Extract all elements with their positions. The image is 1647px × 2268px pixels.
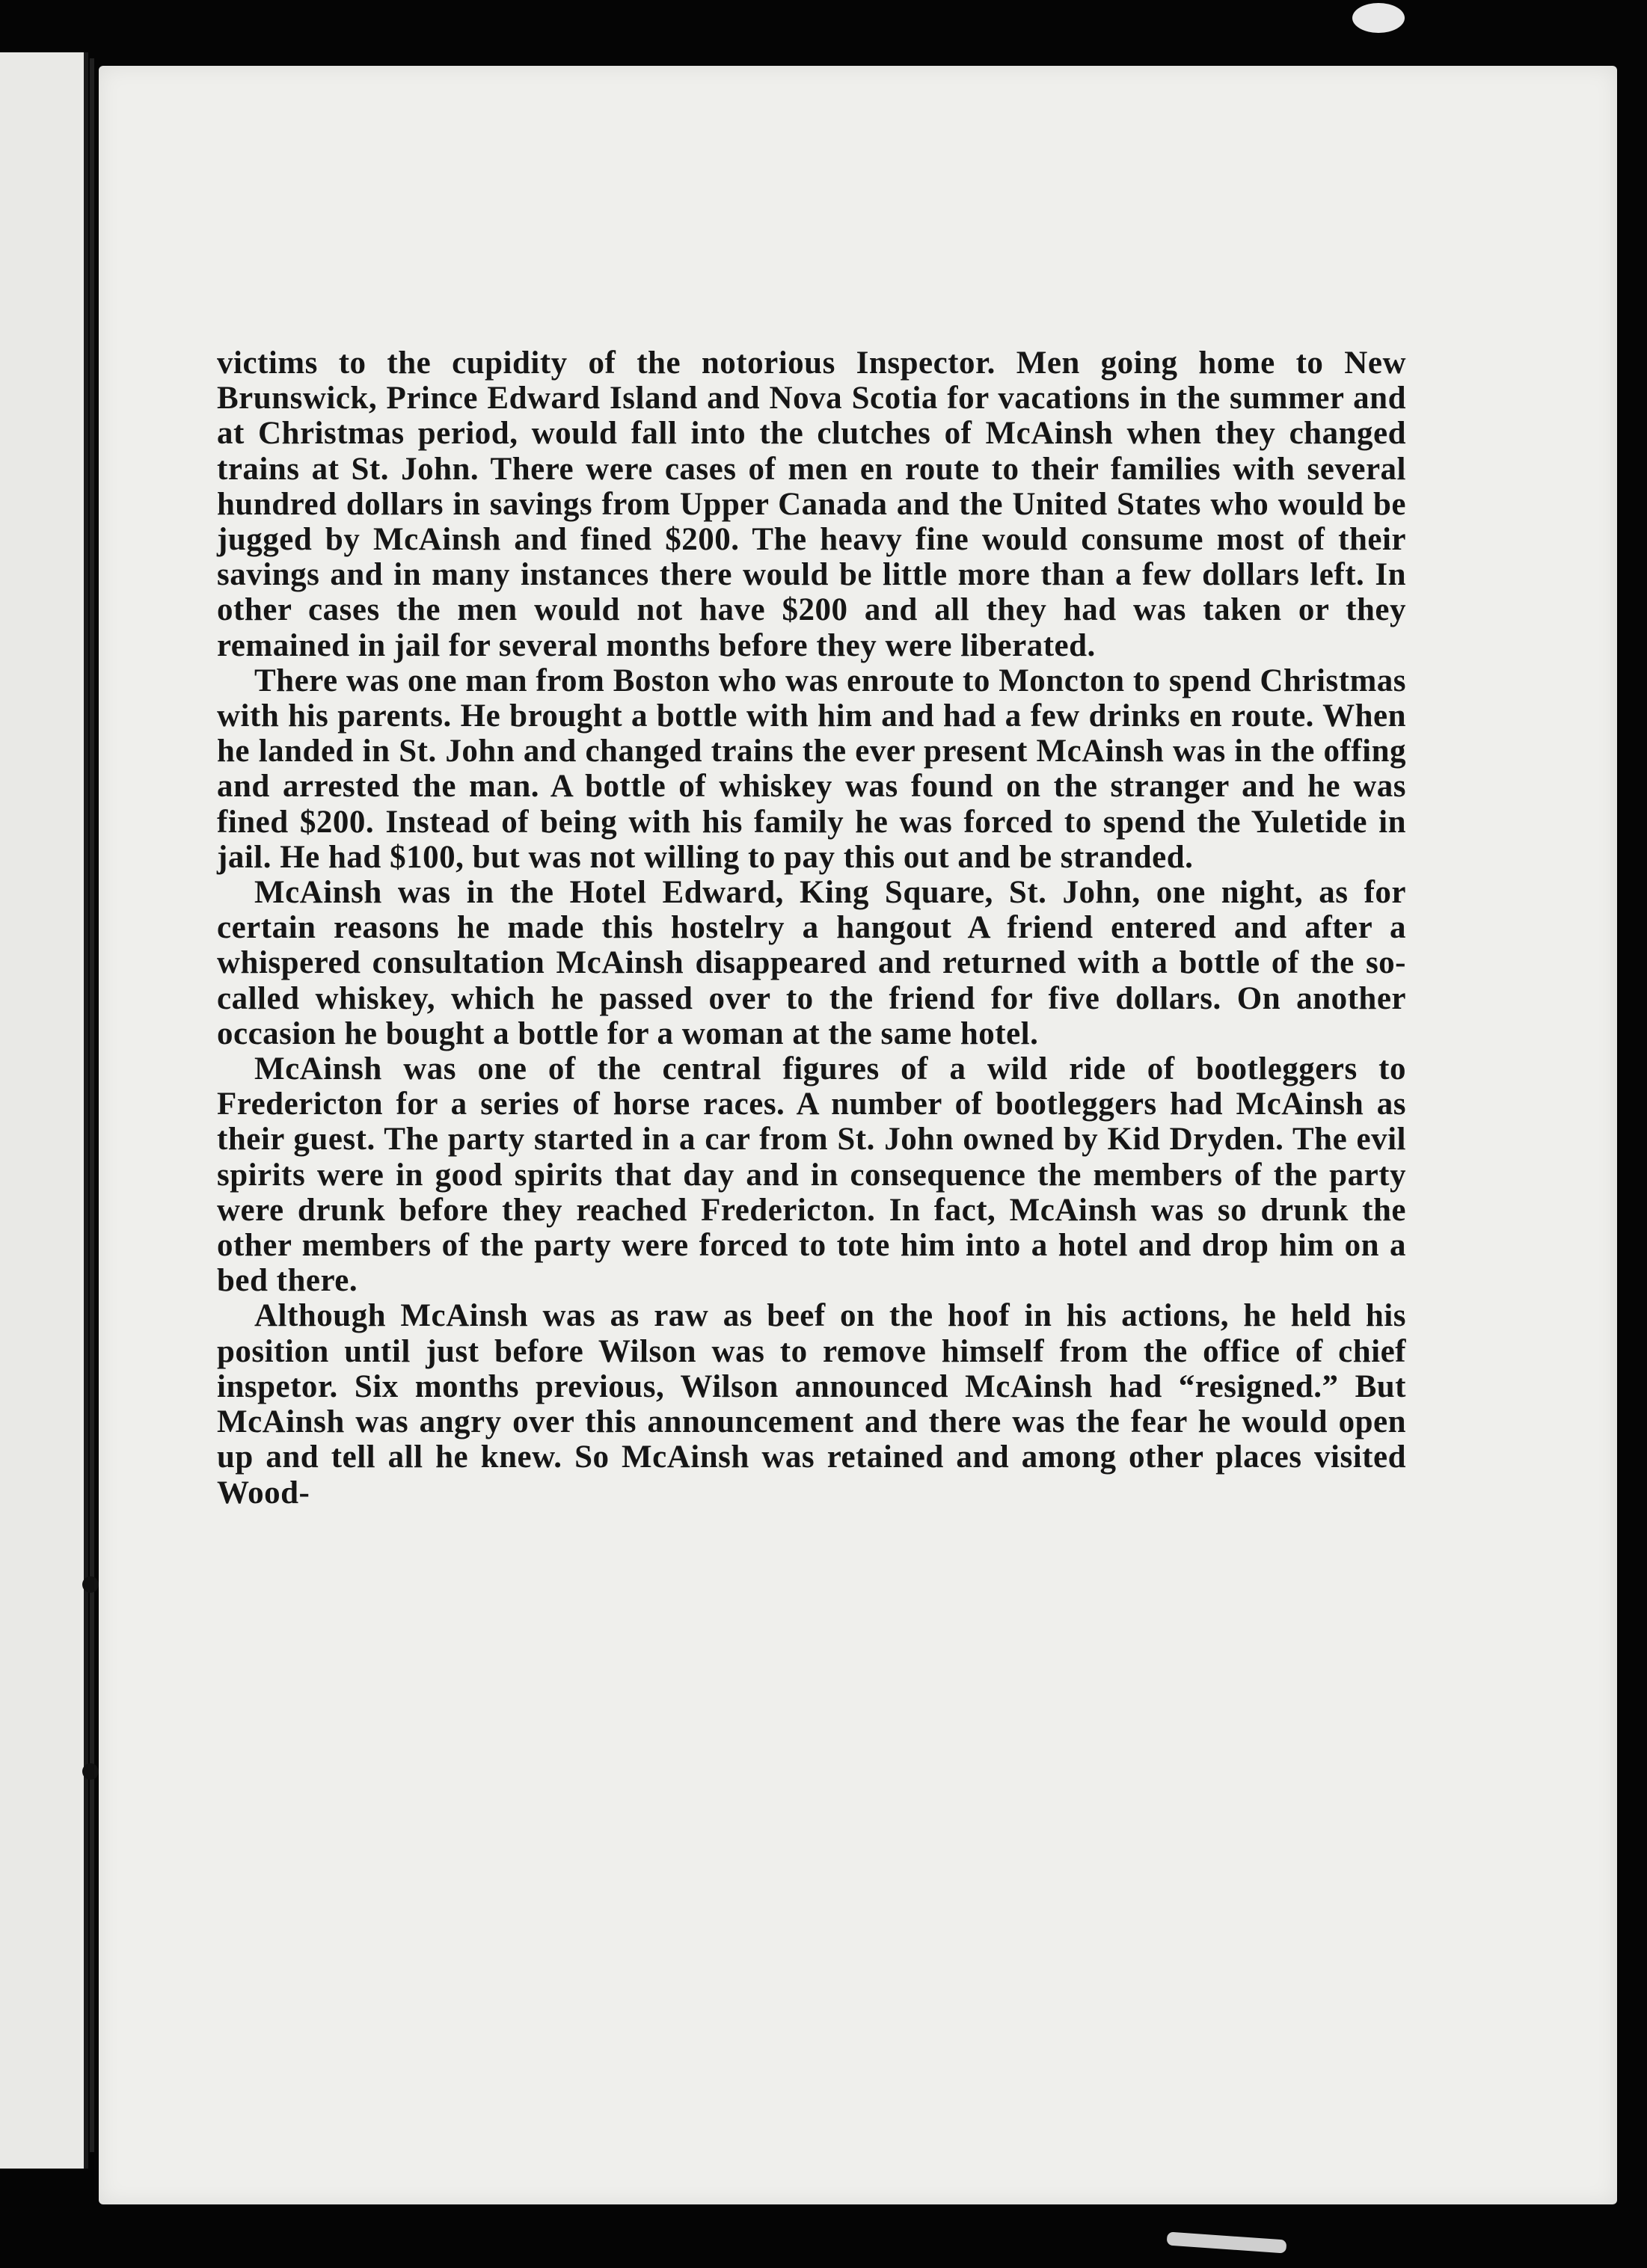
binding-staple-top (82, 1576, 99, 1593)
paragraph-2: There was one man from Boston who was enroute to Moncton to spend Christmas with his parents. He brought a bottle with him and had a few drinks en route. When he landed in St. John and changed trains the ever present McAinsh was in the offing and arrested the man. A bottle of whiskey was found on the stranger and he was fined $200. Instead of being with his family he was forced to spend the Yuletide in jail. He had $100, but was not willing to pay this out and be stranded. (217, 663, 1406, 875)
paragraph-4: McAinsh was one of the central figures of a wild ride of bootleggers to Fredericton for a series of horse races. A number of bootleggers had McAinsh as their guest. The party started in a car from St. John owned by Kid Dryden. The evil spirits were in good spirits that day and in consequence the members of the party were drunk before they reached Fredericton. In fact, McAinsh was so drunk the other members of the party were forced to tote him into a hotel and drop him on a bed there. (217, 1051, 1406, 1299)
paragraph-5: Although McAinsh was as raw as beef on the hoof in his actions, he held his position until just before Wilson was to remove himself from the office of chief inspetor. Six months previous, Wilson announced McAinsh had “resigned.” But McAinsh was angry over this announcement and there was the fear he would open up and tell all he knew. So McAinsh was retained and among other places visited Wood- (217, 1298, 1406, 1511)
paragraph-3: McAinsh was in the Hotel Edward, King Square, St. John, one night, as for certain reasons he made this hostelry a hangout A friend entered and after a whispered consultation McAinsh disappeared and returned with a bottle of the so-called whiskey, which he passed over to the friend for five dollars. On another occasion he bought a bottle for a woman at the same hotel. (217, 875, 1406, 1051)
binding-staple-bottom (82, 1763, 99, 1780)
binding-gutter (90, 58, 94, 2152)
paragraph-1: victims to the cupidity of the notorious Inspector. Men going home to New Brunswick, Prince Edward Island and Nova Scotia for vacations in the summer and at Christmas period, would fall into the clutches of McAinsh when they changed trains at St. John. There were cases of men en route to their families with several hundred dollars in savings from Upper Canada and the United States who would be jugged by McAinsh and fined $200. The heavy fine would consume most of their savings and in many instances there would be little more than a few dollars left. In other cases the men would not have $200 and all they had was taken or they remained in jail for several months before they were liberated. (217, 345, 1406, 663)
body-text (217, 345, 1406, 1511)
corner-paper-scrap (1352, 3, 1405, 33)
previous-page-edge (0, 52, 88, 2169)
bottom-paper-scrap (1167, 2231, 1287, 2253)
